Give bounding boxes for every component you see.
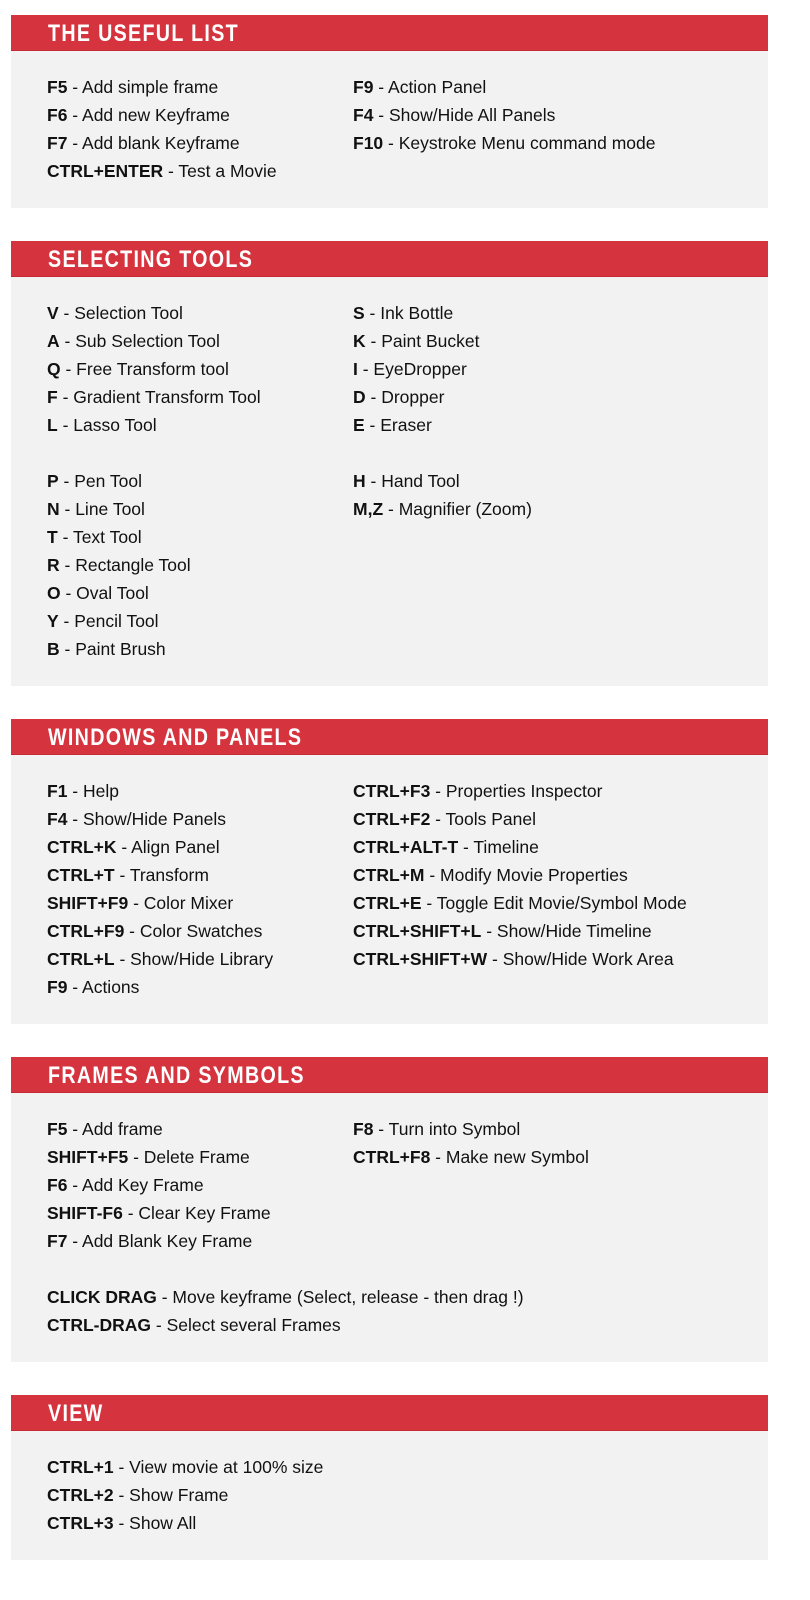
shortcut-key: L xyxy=(47,415,58,435)
shortcut-sheet xyxy=(11,15,768,1593)
section-header xyxy=(11,15,768,51)
shortcut-description: - Rectangle Tool xyxy=(59,555,191,575)
shortcut-description: - Show Frame xyxy=(113,1485,229,1505)
shortcut-key: N xyxy=(47,499,60,519)
shortcut-key: F8 xyxy=(353,1119,374,1139)
shortcut-row xyxy=(353,917,733,945)
shortcut-key: F9 xyxy=(353,77,374,97)
shortcut-row xyxy=(47,1171,353,1199)
shortcut-row xyxy=(47,383,353,411)
shortcut-key: F5 xyxy=(47,77,68,97)
shortcut-key: CTRL+T xyxy=(47,865,115,885)
shortcut-key: F10 xyxy=(353,133,384,153)
shortcut-row xyxy=(353,327,733,355)
shortcut-row xyxy=(47,1509,353,1537)
shortcut-column xyxy=(353,73,733,185)
shortcut-row xyxy=(353,805,733,833)
shortcut-row xyxy=(47,1115,353,1143)
shortcut-description: - Pencil Tool xyxy=(58,611,159,631)
shortcut-key: A xyxy=(47,331,60,351)
shortcut-row xyxy=(47,523,353,551)
shortcut-row xyxy=(353,101,733,129)
shortcut-key: H xyxy=(353,471,366,491)
shortcut-key: K xyxy=(353,331,366,351)
shortcut-key: D xyxy=(353,387,366,407)
shortcut-row xyxy=(47,355,353,383)
shortcut-description: - Magnifier (Zoom) xyxy=(383,499,532,519)
shortcut-description: - Show/Hide Panels xyxy=(67,809,226,829)
shortcut-key: Y xyxy=(47,611,59,631)
shortcut-row xyxy=(353,73,733,101)
shortcut-description: - Select several Frames xyxy=(151,1315,341,1335)
shortcut-description: - Tools Panel xyxy=(430,809,537,829)
shortcut-row xyxy=(47,439,353,467)
shortcut-row xyxy=(353,383,733,411)
shortcut-key: SHIFT+F9 xyxy=(47,893,129,913)
shortcut-row xyxy=(353,299,733,327)
shortcut-key: R xyxy=(47,555,60,575)
shortcut-row xyxy=(47,777,353,805)
shortcut-row xyxy=(353,1143,733,1171)
shortcut-key: CTRL+SHIFT+W xyxy=(353,949,488,969)
shortcut-row xyxy=(47,945,353,973)
shortcut-key: S xyxy=(353,303,365,323)
shortcut-column xyxy=(11,777,353,1001)
section-the-useful-list xyxy=(11,15,768,208)
shortcut-key: CTRL-DRAG xyxy=(47,1315,152,1335)
shortcut-description: - Action Panel xyxy=(373,77,487,97)
shortcut-key: CTRL+F3 xyxy=(353,781,431,801)
shortcut-description: - Paint Bucket xyxy=(365,331,480,351)
shortcut-description: - Modify Movie Properties xyxy=(424,865,628,885)
shortcut-description: - Add simple frame xyxy=(67,77,219,97)
section-frames-and-symbols xyxy=(11,1057,768,1362)
shortcut-key: CTRL+F9 xyxy=(47,921,125,941)
shortcut-row xyxy=(47,635,353,663)
shortcut-description: - Color Mixer xyxy=(128,893,234,913)
shortcut-key: F7 xyxy=(47,1231,68,1251)
section-body xyxy=(11,1431,768,1560)
shortcut-key: I xyxy=(353,359,358,379)
shortcut-description: - Text Tool xyxy=(57,527,142,547)
shortcut-description: - Ink Bottle xyxy=(364,303,454,323)
section-body xyxy=(11,755,768,1024)
shortcut-row xyxy=(47,551,353,579)
shortcut-row xyxy=(47,73,353,101)
section-title: THE USEFUL LIST xyxy=(48,20,239,47)
section-header xyxy=(11,1057,768,1093)
shortcut-row xyxy=(47,579,353,607)
shortcut-column xyxy=(11,1453,353,1537)
shortcut-key: E xyxy=(353,415,365,435)
shortcut-description: - Color Swatches xyxy=(124,921,263,941)
section-title: WINDOWS AND PANELS xyxy=(48,724,303,751)
shortcut-row xyxy=(47,327,353,355)
shortcut-row xyxy=(47,607,353,635)
shortcut-row xyxy=(47,129,353,157)
shortcut-row xyxy=(47,1311,353,1339)
shortcut-key: CTRL+1 xyxy=(47,1457,114,1477)
shortcut-key: F9 xyxy=(47,977,68,997)
shortcut-row xyxy=(353,777,733,805)
shortcut-description: - Paint Brush xyxy=(59,639,166,659)
section-view xyxy=(11,1395,768,1560)
shortcut-key: F5 xyxy=(47,1119,68,1139)
shortcut-row xyxy=(47,973,353,1001)
shortcut-description: - Help xyxy=(67,781,119,801)
shortcut-description: - Free Transform tool xyxy=(60,359,229,379)
shortcut-key: V xyxy=(47,303,59,323)
shortcut-key: CLICK DRAG xyxy=(47,1287,157,1307)
shortcut-row xyxy=(47,157,353,185)
shortcut-row xyxy=(353,945,733,973)
shortcut-row xyxy=(353,495,733,523)
shortcut-row xyxy=(47,1227,353,1255)
shortcut-row xyxy=(47,861,353,889)
shortcut-key: CTRL+2 xyxy=(47,1485,114,1505)
shortcut-description: - EyeDropper xyxy=(357,359,467,379)
shortcut-row xyxy=(353,129,733,157)
shortcut-row xyxy=(47,1199,353,1227)
section-header xyxy=(11,1395,768,1431)
shortcut-row xyxy=(47,889,353,917)
shortcut-key: P xyxy=(47,471,59,491)
shortcut-description: - Add blank Keyframe xyxy=(67,133,240,153)
shortcut-key: CTRL+F8 xyxy=(353,1147,431,1167)
shortcut-row xyxy=(47,1255,353,1283)
shortcut-column xyxy=(353,1453,733,1537)
shortcut-row xyxy=(47,1283,524,1311)
shortcut-column xyxy=(353,299,733,663)
shortcut-key: SHIFT-F6 xyxy=(47,1203,123,1223)
shortcut-column xyxy=(11,299,353,663)
shortcut-description: - Keystroke Menu command mode xyxy=(383,133,656,153)
shortcut-row xyxy=(353,861,733,889)
shortcut-key: O xyxy=(47,583,61,603)
shortcut-row xyxy=(353,833,733,861)
shortcut-row xyxy=(47,1481,353,1509)
shortcut-description: - Show/Hide Library xyxy=(114,949,274,969)
shortcut-description: - Lasso Tool xyxy=(57,415,157,435)
shortcut-key: M,Z xyxy=(353,499,384,519)
shortcut-description: - Align Panel xyxy=(116,837,220,857)
shortcut-description: - Show/Hide Work Area xyxy=(487,949,674,969)
section-title: VIEW xyxy=(48,1400,104,1427)
shortcut-key: CTRL+L xyxy=(47,949,115,969)
shortcut-description: - Turn into Symbol xyxy=(373,1119,521,1139)
shortcut-column xyxy=(353,1115,733,1339)
section-title: FRAMES AND SYMBOLS xyxy=(48,1062,305,1089)
shortcut-description: - Add frame xyxy=(67,1119,163,1139)
shortcut-key: CTRL+ALT-T xyxy=(353,837,459,857)
section-body xyxy=(11,51,768,208)
shortcut-key: F1 xyxy=(47,781,68,801)
shortcut-row xyxy=(47,467,353,495)
shortcut-key: T xyxy=(47,527,58,547)
shortcut-key: CTRL+E xyxy=(353,893,422,913)
shortcut-description: - Clear Key Frame xyxy=(122,1203,271,1223)
shortcut-row xyxy=(353,439,733,467)
shortcut-key: F6 xyxy=(47,105,68,125)
shortcut-column xyxy=(353,777,733,1001)
shortcut-row xyxy=(47,1453,353,1481)
shortcut-description: - Add Blank Key Frame xyxy=(67,1231,253,1251)
shortcut-description: - Make new Symbol xyxy=(430,1147,589,1167)
shortcut-row xyxy=(353,467,733,495)
shortcut-row xyxy=(353,411,733,439)
shortcut-key: SHIFT+F5 xyxy=(47,1147,129,1167)
shortcut-description: - Show All xyxy=(113,1513,197,1533)
shortcut-key: F4 xyxy=(47,809,68,829)
shortcut-key: F7 xyxy=(47,133,68,153)
shortcut-description: - Show/Hide All Panels xyxy=(373,105,556,125)
section-windows-and-panels xyxy=(11,719,768,1024)
section-title: SELECTING TOOLS xyxy=(48,246,254,273)
shortcut-description: - Eraser xyxy=(364,415,432,435)
shortcut-row xyxy=(47,101,353,129)
section-header xyxy=(11,241,768,277)
shortcut-description: - Delete Frame xyxy=(128,1147,250,1167)
section-selecting-tools xyxy=(11,241,768,686)
shortcut-row xyxy=(353,889,733,917)
shortcut-description: - Test a Movie xyxy=(163,161,277,181)
section-body xyxy=(11,1093,768,1362)
shortcut-row xyxy=(47,833,353,861)
shortcut-key: CTRL+M xyxy=(353,865,425,885)
section-header xyxy=(11,719,768,755)
shortcut-row xyxy=(47,495,353,523)
shortcut-row xyxy=(353,355,733,383)
shortcut-key: CTRL+SHIFT+L xyxy=(353,921,482,941)
shortcut-description: - Pen Tool xyxy=(58,471,143,491)
shortcut-description: - Gradient Transform Tool xyxy=(57,387,261,407)
section-body xyxy=(11,277,768,686)
shortcut-key: CTRL+ENTER xyxy=(47,161,164,181)
shortcut-description: - Sub Selection Tool xyxy=(59,331,220,351)
shortcut-key: F4 xyxy=(353,105,374,125)
shortcut-row xyxy=(47,917,353,945)
shortcut-description: - Dropper xyxy=(365,387,445,407)
shortcut-description: - Add Key Frame xyxy=(67,1175,204,1195)
shortcut-key: CTRL+F2 xyxy=(353,809,431,829)
shortcut-key: Q xyxy=(47,359,61,379)
shortcut-row xyxy=(47,1143,353,1171)
shortcut-key: CTRL+3 xyxy=(47,1513,114,1533)
shortcut-description: - Properties Inspector xyxy=(430,781,603,801)
shortcut-description: - Add new Keyframe xyxy=(67,105,230,125)
shortcut-description: - Selection Tool xyxy=(58,303,183,323)
shortcut-description: - Move keyframe (Select, release - then drag !) xyxy=(156,1287,524,1307)
shortcut-description: - View movie at 100% size xyxy=(113,1457,324,1477)
shortcut-description: - Oval Tool xyxy=(60,583,149,603)
shortcut-row xyxy=(47,299,353,327)
shortcut-column xyxy=(11,73,353,185)
shortcut-key: F6 xyxy=(47,1175,68,1195)
shortcut-description: - Line Tool xyxy=(59,499,145,519)
shortcut-description: - Toggle Edit Movie/Symbol Mode xyxy=(421,893,687,913)
shortcut-key: F xyxy=(47,387,58,407)
shortcut-description: - Actions xyxy=(67,977,140,997)
shortcut-description: - Show/Hide Timeline xyxy=(481,921,652,941)
shortcut-description: - Hand Tool xyxy=(365,471,460,491)
shortcut-row xyxy=(353,1115,733,1143)
shortcut-row xyxy=(47,411,353,439)
shortcut-key: B xyxy=(47,639,60,659)
shortcut-description: - Timeline xyxy=(458,837,539,857)
shortcut-description: - Transform xyxy=(114,865,209,885)
shortcut-row xyxy=(47,805,353,833)
shortcut-key: CTRL+K xyxy=(47,837,117,857)
